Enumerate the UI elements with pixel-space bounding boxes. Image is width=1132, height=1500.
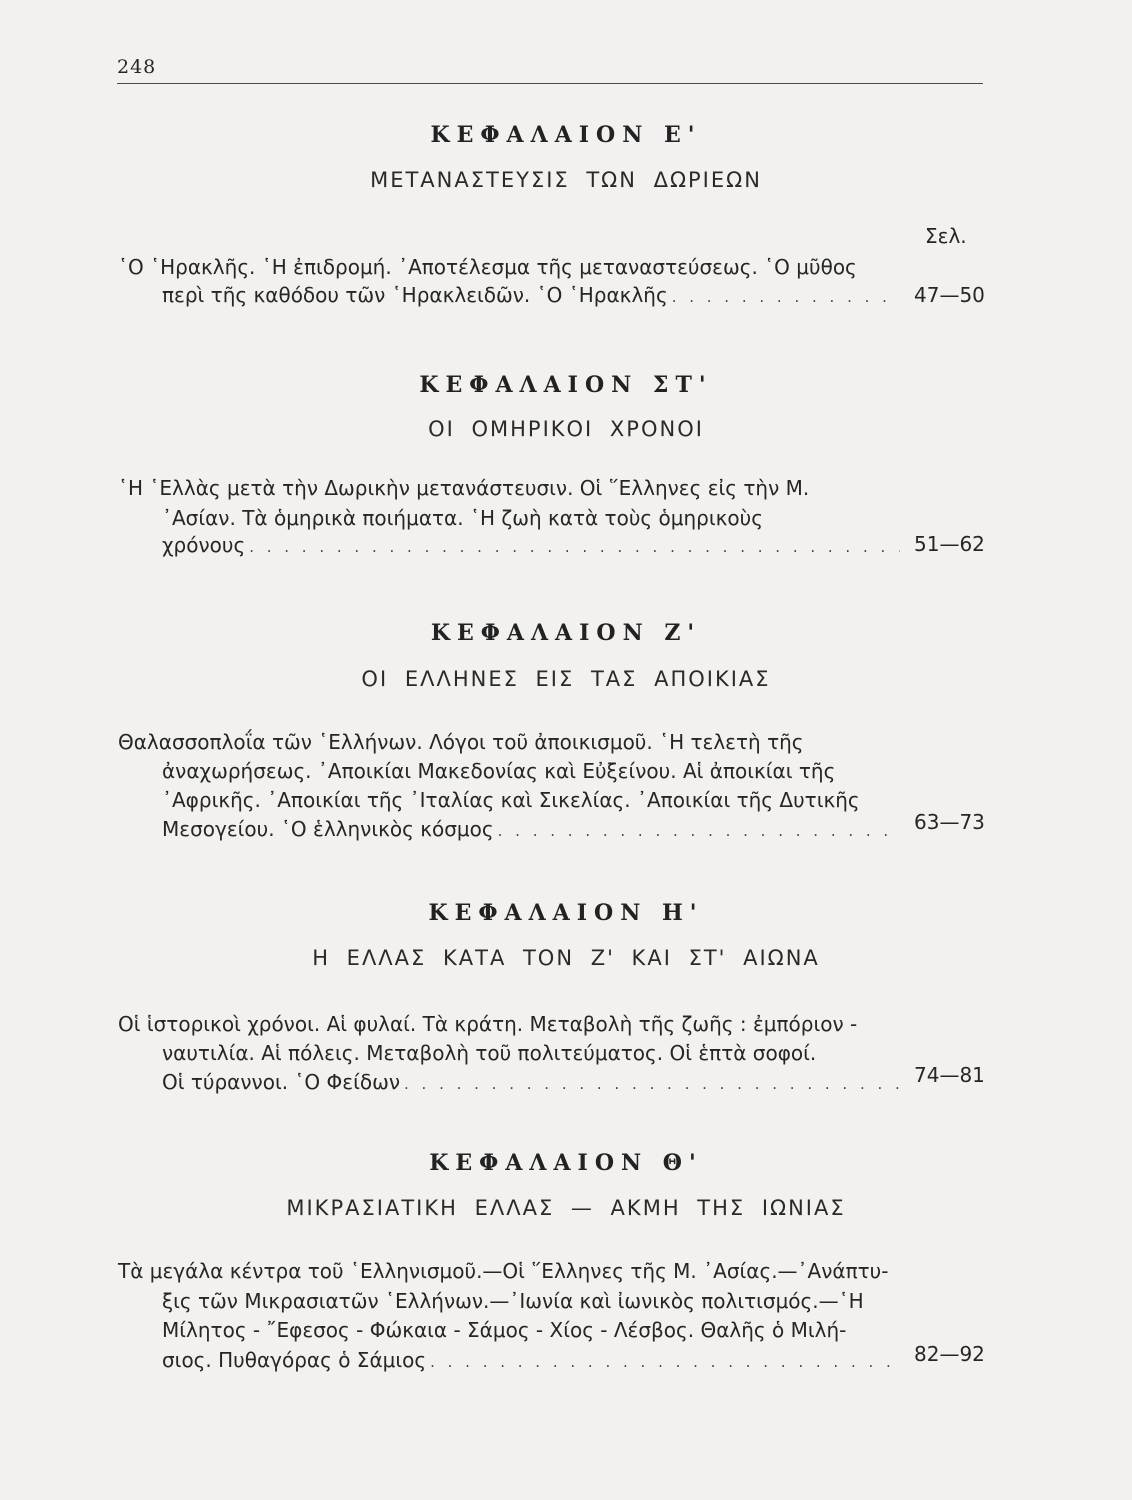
- entry-line: ᾿Ασίαν. Τὰ ὁμηρικὰ ποιήματα. ῾Η ζωὴ κατὰ τοὺς ὁμηρικοὺς: [162, 506, 763, 530]
- chapter-label: ΚΕΦΑΛΑΙΟΝ ΣΤ': [419, 372, 713, 398]
- entry-line: Μίλητος - ῎Εφεσος - Φώκαια - Σάμος - Χίος - Λέσβος. Θαλῆς ὁ Μιλή-: [162, 1318, 847, 1342]
- dot-leader: [498, 817, 900, 845]
- page-range: 47—50: [914, 283, 985, 307]
- entry-line: Οἱ ἱστορικοὶ χρόνοι. Αἱ φυλαί. Τὰ κράτη. Μεταβολὴ τῆς ζωῆς : ἐμπόριον -: [118, 1012, 858, 1036]
- entry-line: ξις τῶν Μικρασιατῶν ῾Ελλήνων.—᾿Ιωνία καὶ ἰωνικὸς πολιτισμός.—῾Η: [162, 1289, 864, 1313]
- entry-last-line: [162, 815, 908, 845]
- entry-last-line: [162, 531, 908, 561]
- entry-last-line: [162, 281, 908, 311]
- chapter-title: ΜΙΚΡΑΣΙΑΤΙΚΗ ΕΛΛΑΣ — ΑΚΜΗ ΤΗΣ ΙΩΝΙΑΣ: [286, 1196, 846, 1220]
- entry-text: Μεσογείου. ῾Ο ἑλληνικὸς κόσμος: [162, 817, 494, 841]
- entry-text: περὶ τῆς καθόδου τῶν ῾Ηρακλειδῶν. ῾Ο ῾Ηρακλῆς: [162, 283, 668, 307]
- page-range: 74—81: [914, 1063, 985, 1087]
- entry-last-line: [162, 1346, 908, 1376]
- entry-text: Οἱ τύραννοι. ῾Ο Φείδων: [162, 1070, 400, 1094]
- dot-leader: [249, 533, 900, 561]
- dot-leader: [672, 283, 900, 311]
- entry-text: χρόνους: [162, 533, 246, 557]
- chapter-label: ΚΕΦΑΛΑΙΟΝ Ζ': [430, 620, 702, 646]
- page-range: 82—92: [914, 1342, 985, 1366]
- header-rule: [117, 83, 983, 84]
- chapter-label: ΚΕΦΑΛΑΙΟΝ Ε': [430, 122, 702, 148]
- chapter-label: ΚΕΦΑΛΑΙΟΝ Η': [428, 900, 704, 926]
- entry-line: ναυτιλία. Αἱ πόλεις. Μεταβολὴ τοῦ πολιτεύματος. Οἱ ἑπτὰ σοφοί.: [162, 1041, 817, 1065]
- entry-line: ᾿Αφρικῆς. ᾿Αποικίαι τῆς ᾿Ιταλίας καὶ Σικελίας. ᾿Αποικίαι τῆς Δυτικῆς: [162, 788, 860, 812]
- page-range: 63—73: [914, 810, 985, 834]
- entry-line: ῾Ο ῾Ηρακλῆς. ῾Η ἐπιδρομή. ᾿Αποτέλεσμα τῆς μεταναστεύσεως. ῾Ο μῦθος: [118, 255, 857, 279]
- chapter-title: ΟΙ ΕΛΛΗΝΕΣ ΕΙΣ ΤΑΣ ΑΠΟΙΚΙΑΣ: [361, 667, 771, 691]
- chapter-title: Η ΕΛΛΑΣ ΚΑΤΑ ΤΟΝ Ζ' ΚΑΙ ΣΤ' ΑΙΩΝΑ: [312, 946, 820, 970]
- chapter-label: ΚΕΦΑΛΑΙΟΝ Θ': [429, 1150, 703, 1176]
- page-range: 51—62: [914, 532, 985, 556]
- page-number: 248: [117, 56, 157, 78]
- dot-leader: [404, 1070, 900, 1098]
- dot-leader: [430, 1348, 900, 1376]
- entry-last-line: [162, 1068, 908, 1098]
- entry-line: ἀναχωρήσεως. ᾿Αποικίαι Μακεδονίας καὶ Εὐξείνου. Αἱ ἀποικίαι τῆς: [162, 759, 836, 783]
- entry-text: σιος. Πυθαγόρας ὁ Σάμιος: [162, 1348, 427, 1372]
- entry-line: Θαλασσοπλοΐα τῶν ῾Ελλήνων. Λόγοι τοῦ ἀποικισμοῦ. ῾Η τελετὴ τῆς: [118, 730, 804, 754]
- entry-line: ῾Η ῾Ελλὰς μετὰ τὴν Δωρικὴν μετανάστευσιν. Οἱ ῞Ελληνες εἰς τὴν Μ.: [118, 476, 810, 500]
- chapter-title: ΜΕΤΑΝΑΣΤΕΥΣΙΣ ΤΩΝ ΔΩΡΙΕΩΝ: [370, 168, 762, 192]
- entry-line: Τὰ μεγάλα κέντρα τοῦ ῾Ελληνισμοῦ.—Οἱ ῞Ελληνες τῆς Μ. ᾿Ασίας.—᾿Ανάπτυ-: [118, 1259, 889, 1283]
- chapter-title: ΟΙ ΟΜΗΡΙΚΟΙ ΧΡΟΝΟΙ: [428, 417, 704, 441]
- page-column-header: Σελ.: [925, 224, 967, 248]
